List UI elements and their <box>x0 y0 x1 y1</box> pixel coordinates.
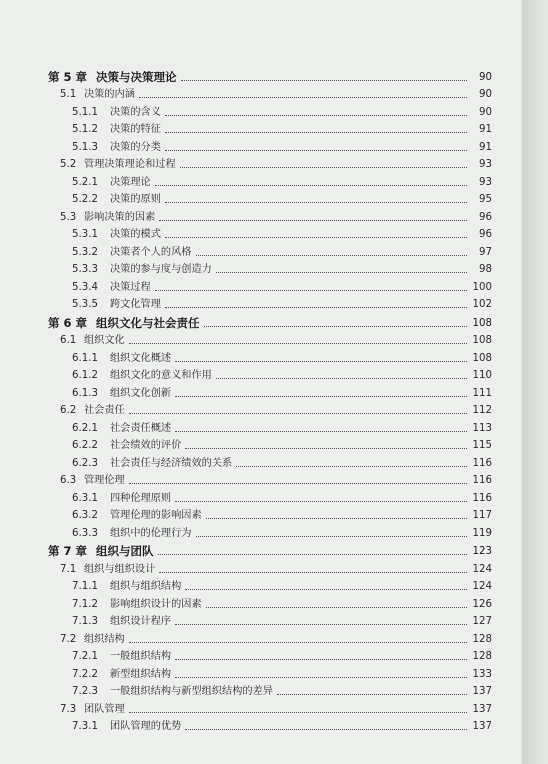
toc-entry-number: 6.2.1 <box>72 422 98 434</box>
toc-page-number: 115 <box>472 440 492 451</box>
toc-page-number: 93 <box>479 176 492 188</box>
page-edge <box>522 0 548 764</box>
toc-section-entry <box>48 331 492 349</box>
toc-page-number: 124 <box>472 581 492 592</box>
toc-dot-leader <box>129 343 467 344</box>
toc-subsection-entry <box>48 366 492 384</box>
toc-entry-title: 组织与团队 <box>96 544 154 558</box>
toc-entry-title: 团队管理 <box>84 703 125 715</box>
toc-subsection-entry <box>48 647 492 665</box>
toc-entry-title: 社会责任与经济绩效的关系 <box>110 457 233 469</box>
toc-entry-number: 6.3.1 <box>72 492 98 504</box>
toc-page-number: 95 <box>479 194 492 205</box>
toc-page-number: 108 <box>472 335 492 346</box>
toc-subsection-entry <box>48 612 492 630</box>
toc-dot-leader <box>185 729 467 730</box>
toc-entry-title: 决策与决策理论 <box>96 69 177 84</box>
toc-entry-number: 7.3.1 <box>72 721 98 732</box>
toc-subsection-entry <box>48 277 492 295</box>
toc-page-number: 102 <box>472 299 492 310</box>
toc-dot-leader <box>236 466 467 467</box>
toc-dot-leader <box>175 396 467 397</box>
toc-dot-leader <box>155 185 467 186</box>
toc-page-number: 126 <box>472 598 492 610</box>
toc-page-number: 128 <box>472 633 492 645</box>
toc-page-number: 90 <box>479 89 492 100</box>
toc-subsection-entry <box>48 295 492 313</box>
toc-entry-title: 决策的分类 <box>110 141 161 153</box>
toc-page-number: 113 <box>472 422 492 434</box>
toc-page-number: 112 <box>472 405 492 416</box>
toc-dot-leader <box>159 220 467 221</box>
toc-entry-number: 5.1.3 <box>72 141 98 153</box>
toc-entry-number: 7.2.2 <box>72 668 98 680</box>
toc-entry-number: 第 6 章 <box>48 315 88 330</box>
toc-entry-number: 7.1 <box>60 563 77 575</box>
toc-entry-title: 决策的含义 <box>110 106 161 118</box>
toc-dot-leader <box>158 554 468 555</box>
toc-dot-leader <box>129 642 467 643</box>
toc-entry-title: 决策理论 <box>110 176 151 188</box>
toc-entry-number: 7.1.1 <box>72 581 98 592</box>
toc-page-number: 116 <box>472 492 492 504</box>
toc-page-number: 98 <box>479 264 492 275</box>
toc-dot-leader <box>165 307 467 308</box>
toc-entry-title: 一般组织结构与新型组织结构的差异 <box>110 686 273 697</box>
toc-entry-title: 决策的特征 <box>110 124 161 135</box>
toc-dot-leader <box>129 413 467 414</box>
toc-entry-number: 5.3.5 <box>72 299 98 310</box>
toc-dot-leader <box>216 378 467 379</box>
toc-entry-number: 6.1 <box>60 335 77 346</box>
toc-entry-title: 组织文化创新 <box>110 387 172 399</box>
toc-chapter-entry <box>48 66 492 85</box>
toc-page-number: 119 <box>472 527 492 539</box>
toc-section-entry <box>48 207 492 225</box>
toc-entry-title: 影响组织设计的因素 <box>110 598 202 610</box>
toc-entry-number: 6.3 <box>60 475 77 486</box>
toc-dot-leader <box>175 624 467 625</box>
toc-page-number: 111 <box>472 387 492 399</box>
toc-subsection-entry <box>48 717 492 735</box>
toc-entry-number: 第 5 章 <box>48 69 88 84</box>
toc-dot-leader <box>181 80 468 81</box>
toc-entry-number: 6.2.2 <box>72 440 98 451</box>
toc-dot-leader <box>165 115 467 116</box>
toc-page-number: 108 <box>472 352 492 364</box>
toc-dot-leader <box>175 361 467 362</box>
toc-entry-number: 第 7 章 <box>48 544 88 558</box>
toc-entry-number: 6.3.3 <box>72 527 98 539</box>
toc-section-entry <box>48 155 492 173</box>
toc-page-number: 124 <box>472 563 492 575</box>
toc-page-number: 108 <box>472 317 492 329</box>
toc-subsection-entry <box>48 260 492 278</box>
toc-entry-number: 6.1.1 <box>72 352 98 364</box>
toc-page-number: 137 <box>472 721 492 732</box>
toc-page-number: 116 <box>472 457 492 469</box>
toc-entry-title: 组织与组织设计 <box>84 563 156 575</box>
toc-entry-number: 5.2 <box>60 159 77 170</box>
toc-entry-number: 6.2.3 <box>72 457 98 469</box>
toc-page-number: 127 <box>472 616 492 627</box>
toc-dot-leader <box>196 536 468 537</box>
toc-dot-leader <box>159 572 467 573</box>
toc-section-entry <box>48 85 492 103</box>
toc-entry-title: 组织中的伦理行为 <box>110 527 192 539</box>
toc-chapter-entry <box>48 541 492 560</box>
toc-entry-number: 7.2.3 <box>72 686 98 697</box>
toc-subsection-entry <box>48 577 492 595</box>
toc-dot-leader <box>165 202 467 203</box>
toc-dot-leader <box>175 501 467 502</box>
toc-entry-title: 跨文化管理 <box>110 299 161 310</box>
toc-dot-leader <box>216 272 467 273</box>
toc-page-number: 123 <box>472 546 492 557</box>
toc-subsection-entry <box>48 523 492 541</box>
toc-entry-title: 组织文化的意义和作用 <box>110 370 212 381</box>
toc-page-number: 90 <box>479 71 492 83</box>
toc-entry-number: 6.1.3 <box>72 387 98 399</box>
toc-entry-number: 6.1.2 <box>72 370 98 381</box>
toc-subsection-entry <box>48 488 492 506</box>
toc-entry-title: 管理决策理论和过程 <box>84 159 176 170</box>
toc-subsection-entry <box>48 383 492 401</box>
toc-section-entry <box>48 559 492 577</box>
toc-subsection-entry <box>48 120 492 138</box>
toc-subsection-entry <box>48 418 492 436</box>
toc-section-entry <box>48 401 492 419</box>
toc-entry-title: 影响决策的因素 <box>84 211 156 223</box>
toc-entry-number: 6.3.2 <box>72 510 98 521</box>
toc-section-entry <box>48 629 492 647</box>
toc-subsection-entry <box>48 172 492 190</box>
toc-entry-title: 组织文化与社会责任 <box>96 315 200 330</box>
toc-dot-leader <box>165 132 467 133</box>
toc-page-number: 133 <box>472 668 492 680</box>
toc-dot-leader <box>185 589 467 590</box>
toc-dot-leader <box>175 677 467 678</box>
toc-page-number: 100 <box>472 281 492 293</box>
toc-dot-leader <box>175 659 467 660</box>
toc-dot-leader <box>180 167 467 168</box>
toc-entry-title: 新型组织结构 <box>110 668 172 680</box>
toc-dot-leader <box>175 431 467 432</box>
toc-entry-number: 5.3 <box>60 211 77 223</box>
toc-page-number: 117 <box>472 510 492 521</box>
toc-entry-title: 管理伦理的影响因素 <box>110 510 202 521</box>
toc-dot-leader <box>139 97 467 98</box>
toc-dot-leader <box>129 483 467 484</box>
toc-entry-title: 组织结构 <box>84 633 125 645</box>
toc-entry-number: 5.3.3 <box>72 264 98 275</box>
toc-dot-leader <box>204 326 468 327</box>
toc-entry-title: 团队管理的优势 <box>110 721 182 732</box>
toc-entry-title: 决策的内涵 <box>84 89 135 100</box>
toc-entry-title: 决策的原则 <box>110 194 161 205</box>
toc-subsection-entry <box>48 137 492 155</box>
toc-entry-number: 6.2 <box>60 405 77 416</box>
toc-entry-number: 5.2.2 <box>72 194 98 205</box>
toc-subsection-entry <box>48 506 492 524</box>
toc-entry-title: 社会绩效的评价 <box>110 440 182 451</box>
toc-dot-leader <box>206 607 467 608</box>
toc-entry-title: 决策者个人的风格 <box>110 246 192 258</box>
toc-page-number: 116 <box>472 475 492 486</box>
toc-dot-leader <box>165 150 467 151</box>
toc-page-number: 96 <box>479 229 492 240</box>
toc-page-number: 91 <box>479 124 492 135</box>
toc-entry-number: 5.3.2 <box>72 246 98 258</box>
toc-subsection-entry <box>48 348 492 366</box>
toc-dot-leader <box>185 448 467 449</box>
toc-page-number: 91 <box>479 141 492 153</box>
toc-dot-leader <box>206 518 467 519</box>
toc-page-number: 110 <box>472 370 492 381</box>
toc-page-number: 137 <box>472 686 492 697</box>
toc-page-number: 97 <box>479 246 492 258</box>
toc-entry-number: 7.1.2 <box>72 598 98 610</box>
toc-page-number: 90 <box>479 106 492 118</box>
toc-subsection-entry <box>48 102 492 120</box>
toc-entry-number: 7.2 <box>60 633 77 645</box>
toc-entry-title: 决策过程 <box>110 281 151 293</box>
toc-subsection-entry <box>48 190 492 208</box>
toc-entry-number: 7.2.1 <box>72 651 98 662</box>
toc-entry-title: 决策的参与度与创造力 <box>110 264 212 275</box>
toc-subsection-entry <box>48 225 492 243</box>
toc-entry-title: 社会责任概述 <box>110 422 172 434</box>
toc-subsection-entry <box>48 453 492 471</box>
toc-dot-leader <box>129 712 467 713</box>
toc-entry-title: 决策的模式 <box>110 229 161 240</box>
toc-entry-number: 5.2.1 <box>72 176 98 188</box>
toc-entry-number: 5.3.4 <box>72 281 98 293</box>
toc-dot-leader <box>277 694 467 695</box>
toc-page-number: 137 <box>472 703 492 715</box>
toc-page-number: 93 <box>479 159 492 170</box>
toc-entry-title: 一般组织结构 <box>110 651 172 662</box>
toc-entry-title: 管理伦理 <box>84 475 125 486</box>
toc-section-entry <box>48 699 492 717</box>
toc-subsection-entry <box>48 664 492 682</box>
toc-entry-title: 组织文化概述 <box>110 352 172 364</box>
table-of-contents <box>48 66 492 734</box>
toc-entry-title: 社会责任 <box>84 405 125 416</box>
toc-entry-title: 组织与组织结构 <box>110 581 182 592</box>
toc-entry-number: 5.1.2 <box>72 124 98 135</box>
toc-page-number: 96 <box>479 211 492 223</box>
toc-chapter-entry <box>48 312 492 331</box>
toc-dot-leader <box>165 237 467 238</box>
toc-entry-number: 7.1.3 <box>72 616 98 627</box>
toc-entry-number: 5.1 <box>60 89 77 100</box>
toc-entry-title: 四种伦理原则 <box>110 492 172 504</box>
toc-entry-number: 7.3 <box>60 703 77 715</box>
toc-dot-leader <box>155 290 467 291</box>
toc-subsection-entry <box>48 242 492 260</box>
toc-dot-leader <box>196 255 468 256</box>
toc-entry-number: 5.1.1 <box>72 106 98 118</box>
toc-subsection-entry <box>48 436 492 454</box>
toc-page-number: 128 <box>472 651 492 662</box>
toc-section-entry <box>48 471 492 489</box>
toc-entry-number: 5.3.1 <box>72 229 98 240</box>
toc-subsection-entry <box>48 682 492 700</box>
toc-entry-title: 组织文化 <box>84 335 125 346</box>
toc-subsection-entry <box>48 594 492 612</box>
toc-entry-title: 组织设计程序 <box>110 616 172 627</box>
